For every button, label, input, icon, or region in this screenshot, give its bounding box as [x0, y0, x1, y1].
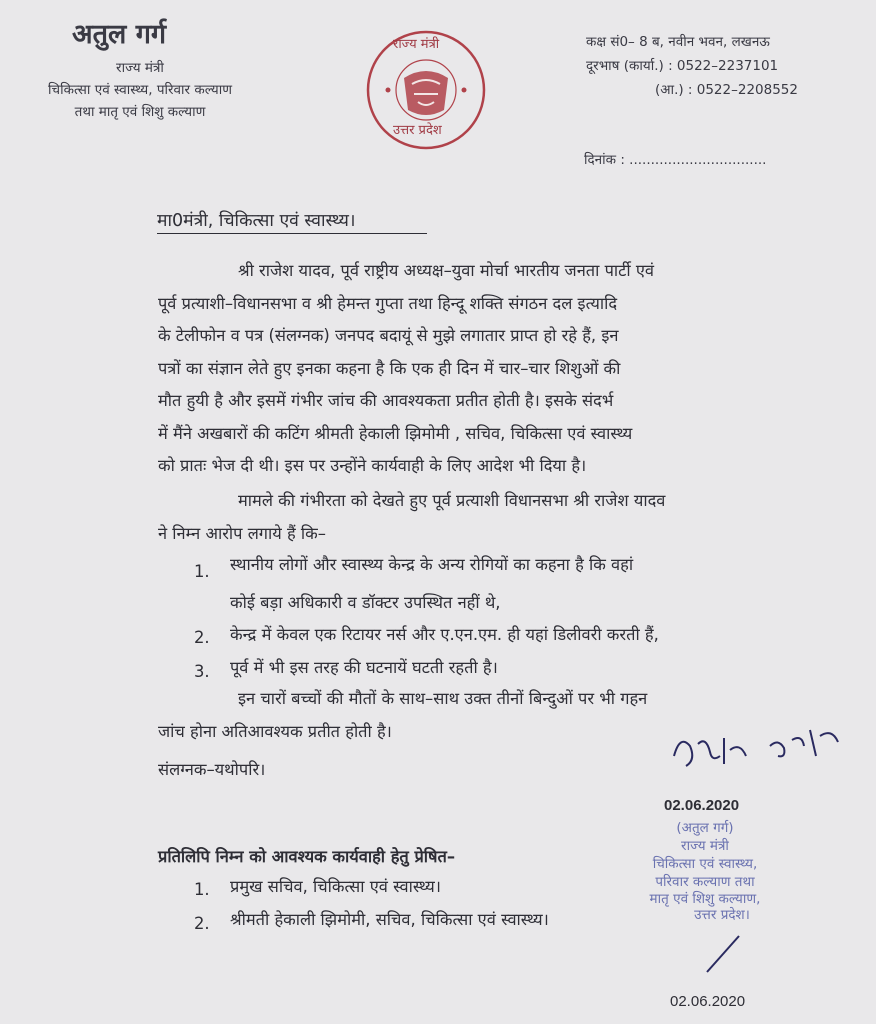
stamp-line: परिवार कल्याण तथा [655, 874, 755, 890]
copy-heading: प्रतिलिपि निम्न को आवश्यक कार्यवाही हेतु प्रेषित– [158, 847, 456, 866]
list-item-number: 1. [194, 562, 210, 581]
office-phone: दूरभाष (कार्या.) : 0522–2237101 [586, 58, 779, 74]
copy-number: 1. [194, 880, 210, 899]
paragraph-line: पूर्व प्रत्याशी–विधानसभा व श्री हेमन्त गुप्ता तथा हिन्दू शक्ति संगठन दल इत्यादि [158, 293, 618, 313]
subject-underline [157, 233, 427, 234]
paragraph-line: मौत हुयी है और इसमें गंभीर जांच की आवश्यकता प्रतीत होती है। इसके संदर्भ [158, 391, 614, 410]
paragraph-line: को प्रातः भेज दी थी। इस पर उन्होंने कार्यवाही के लिए आदेश भी दिया है। [158, 456, 587, 475]
stamp-line: राज्य मंत्री [681, 838, 729, 854]
addressee-subject: मा0मंत्री, चिकित्सा एवं स्वास्थ्य। [157, 211, 356, 231]
paragraph-line: में मैंने अखबारों की कटिंग श्रीमती हेकाली झिमोमी , सचिव, चिकित्सा एवं स्वास्थ्य [158, 423, 633, 443]
minister-role: राज्य मंत्री [116, 60, 164, 76]
list-item-text: केन्द्र में केवल एक रिटायर नर्स और ए.एन.एम. ही यहां डिलीवरी करती हैं, [230, 625, 659, 644]
seal-bottom-text: उत्तर प्रदेश [393, 123, 442, 138]
stamp-line: मातृ एवं शिशु कल्याण, [649, 891, 761, 907]
department-line-1: चिकित्सा एवं स्वास्थ्य, परिवार कल्याण [48, 82, 232, 98]
signature-date: 02.06.2020 [664, 797, 740, 814]
paragraph-line: इन चारों बच्चों की मौतों के साथ–साथ उक्त तीनों बिन्दुओं पर भी गहन [238, 689, 648, 708]
office-address: कक्ष सं0– 8 ब, नवीन भवन, लखनऊ [586, 34, 770, 50]
copy-recipient: श्रीमती हेकाली झिमोमी, सचिव, चिकित्सा एवं स्वास्थ्य। [230, 910, 549, 929]
list-item-text: कोई बड़ा अधिकारी व डॉक्टर उपस्थित नहीं थे, [230, 593, 501, 612]
list-item-number: 2. [194, 628, 210, 647]
date-field: दिनांक : ................................ [584, 152, 767, 168]
footer-date: 02.06.2020 [670, 993, 746, 1010]
stamp-line: चिकित्सा एवं स्वास्थ्य, [652, 856, 758, 872]
stamp-line: उत्तर प्रदेश। [694, 907, 750, 923]
list-item-number: 3. [194, 662, 210, 681]
paragraph-line: पत्रों का संज्ञान लेते हुए इनका कहना है कि एक ही दिन में चार–चार शिशुओं की [158, 358, 621, 378]
minister-name: अतुल गर्ग [72, 19, 167, 50]
paragraph-line: मामले की गंभीरता को देखते हुए पूर्व प्रत्याशी विधानसभा श्री राजेश यादव [238, 491, 666, 510]
paragraph-line: के टेलीफोन व पत्र (संलग्नक) जनपद बदायूं से मुझे लगातार प्राप्त हो रहे हैं, इन [158, 326, 619, 345]
paragraph-line: ने निम्न आरोप लगाये हैं कि– [158, 523, 326, 543]
list-item-text: पूर्व में भी इस तरह की घटनायें घटती रहती है। [230, 658, 498, 677]
department-line-2: तथा मातृ एवं शिशु कल्याण [74, 104, 206, 120]
body-paragraph-1 [158, 255, 858, 483]
seal-top-text: राज्य मंत्री [393, 37, 440, 52]
list-item-text: स्थानीय लोगों और स्वास्थ्य केन्द्र के अन्य रोगियों का कहना है कि वहां [230, 555, 634, 574]
signature-icon [660, 716, 850, 776]
paragraph-line: श्री राजेश यादव, पूर्व राष्ट्रीय अध्यक्ष–युवा मोर्चा भारतीय जनता पार्टी एवं [238, 261, 655, 280]
copy-recipient: प्रमुख सचिव, चिकित्सा एवं स्वास्थ्य। [230, 877, 441, 896]
copy-number: 2. [194, 914, 210, 933]
residence-phone: (आ.) : 0522–2208552 [655, 82, 798, 98]
paragraph-line: जांच होना अतिआवश्यक प्रतीत होती है। [158, 721, 392, 741]
stamp-line: (अतुल गर्ग) [676, 820, 734, 836]
enclosure-note: संलग्नक–यथोपरि। [158, 760, 266, 779]
body-paragraph-2 [158, 485, 858, 550]
initials-mark-icon [695, 930, 755, 980]
